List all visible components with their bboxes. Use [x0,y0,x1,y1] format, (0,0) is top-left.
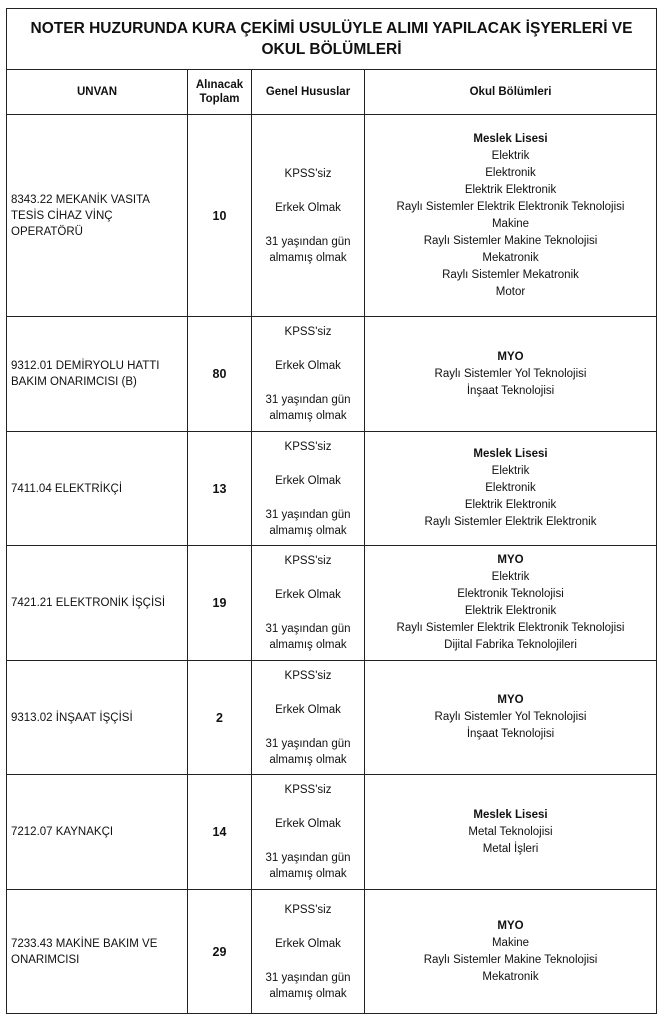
genel-age-line2: almamış olmak [269,868,347,880]
toplam-cell: 10 [188,115,252,317]
toplam-cell: 80 [188,317,252,432]
genel-kpss: KPSS'siz [284,440,332,453]
genel-age-line2: almamış olmak [269,639,347,651]
toplam-cell: 13 [188,432,252,546]
genel-gender: Erkek Olmak [275,360,341,372]
unvan-line: 7212.07 KAYNAKÇI [11,826,114,838]
spacer [254,918,362,936]
genel-gender: Erkek Olmak [275,201,341,214]
unvan-cell [7,546,188,661]
okul-cell [365,661,657,775]
genel-gender: Erkek Olmak [275,937,341,950]
genel-age-line1: 31 yaşından gün [265,852,351,864]
okul-item: Elektronik [485,166,536,179]
okul-heading: Meslek Lisesi [473,808,548,821]
header-toplam-line2: Toplam [199,93,240,105]
genel-kpss: KPSS'siz [284,326,332,338]
unvan-line: ONARIMCISI [11,953,80,966]
genel-age-line2: almamış olmak [269,251,347,264]
genel-age-line2: almamış olmak [269,987,347,1000]
genel-age-line2: almamış olmak [269,410,347,422]
okul-item: Metal İşleri [482,842,539,855]
okul-item: Raylı Sistemler Mekatronik [442,268,579,281]
okul-item: Elektronik Teknolojisi [457,588,564,600]
table-row [7,775,657,890]
genel-age-line1: 31 yaşından gün [265,235,351,248]
okul-cell [365,890,657,1014]
genel-gender: Erkek Olmak [275,818,341,830]
spacer [254,684,362,702]
unvan-cell [7,432,188,546]
okul-heading: Meslek Lisesi [473,448,548,460]
unvan-cell [7,115,188,317]
header-row [7,70,657,115]
unvan-line: 9313.02 İNŞAAT İŞÇİSİ [11,711,133,724]
unvan-line: 9312.01 DEMİRYOLU HATTI [11,360,160,372]
okul-item: Raylı Sistemler Elektrik Elektronik Teknolojisi [396,622,625,634]
okul-heading: Meslek Lisesi [473,132,548,145]
table-body [7,115,657,1014]
okul-cell [365,317,657,432]
okul-heading: MYO [497,350,524,363]
okul-item: Dijital Fabrika Teknolojileri [444,639,577,651]
okul-item: Mekatronik [482,251,539,264]
spacer [254,489,362,507]
okul-heading: MYO [497,919,524,932]
table-row [7,546,657,661]
genel-cell [252,115,365,317]
spacer [254,569,362,587]
spacer [254,952,362,970]
okul-item: Motor [495,285,526,298]
unvan-line: TESİS CİHAZ VİNÇ OPERATÖRÜ [11,209,113,238]
header-okul: Okul Bölümleri [365,70,657,115]
okul-item: Elektrik [491,571,530,583]
okul-cell [365,115,657,317]
genel-cell [252,775,365,890]
genel-kpss: KPSS'siz [284,784,332,796]
unvan-cell [7,890,188,1014]
spacer [254,455,362,473]
header-unvan: UNVAN [7,70,188,115]
toplam-cell: 29 [188,890,252,1014]
okul-item: Elektrik Elektronik [464,499,557,511]
unvan-line: 8343.22 MEKANİK VASITA [11,193,150,206]
okul-item: Makine [491,936,530,949]
header-toplam-line1: Alınacak [195,79,244,91]
toplam-cell: 14 [188,775,252,890]
okul-item: İnşaat Teknolojisi [466,384,555,397]
unvan-line: 7421.21 ELEKTRONİK İŞÇİSİ [11,597,166,609]
genel-age-line1: 31 yaşından gün [265,394,351,406]
genel-kpss: KPSS'siz [284,555,332,567]
unvan-line: 7233.43 MAKİNE BAKIM VE [11,937,158,950]
okul-item: Metal Teknolojisi [468,825,553,838]
genel-cell [252,890,365,1014]
okul-item: Elektrik [491,465,530,477]
okul-item: Raylı Sistemler Elektrik Elektronik [424,516,597,528]
genel-age-line1: 31 yaşından gün [265,737,351,750]
okul-item: İnşaat Teknolojisi [466,728,555,740]
genel-gender: Erkek Olmak [275,703,341,716]
table-row [7,115,657,317]
table-row [7,661,657,775]
spacer [254,182,362,200]
okul-item: Elektrik Elektronik [464,605,557,617]
unvan-line: BAKIM ONARIMCISI (B) [11,376,137,388]
genel-gender: Erkek Olmak [275,474,341,487]
okul-item: Elektrik Elektronik [464,183,557,196]
table-row [7,432,657,546]
spacer [254,374,362,392]
table-row [7,317,657,432]
genel-cell [252,317,365,432]
genel-cell [252,432,365,546]
okul-item: Raylı Sistemler Makine Teknolojisi [423,953,598,966]
genel-kpss: KPSS'siz [284,903,332,916]
document-page [6,8,656,1014]
unvan-line: 7411.04 ELEKTRİKÇİ [11,482,123,495]
genel-age-line1: 31 yaşından gün [265,623,351,635]
okul-heading: MYO [497,554,524,566]
spacer [254,603,362,621]
genel-kpss: KPSS'siz [284,167,332,180]
genel-age-line2: almamış olmak [269,753,347,766]
unvan-cell [7,775,188,890]
okul-item: Raylı Sistemler Yol Teknolojisi [434,367,587,380]
header-genel: Genel Hususlar [252,70,365,115]
okul-item: Elektronik [485,482,536,494]
genel-age-line2: almamış olmak [269,524,347,537]
toplam-cell: 2 [188,661,252,775]
genel-kpss: KPSS'siz [284,669,332,682]
genel-gender: Erkek Olmak [275,589,341,601]
unvan-cell [7,661,188,775]
okul-cell [365,775,657,890]
okul-heading: MYO [497,694,524,706]
positions-table [6,8,657,1014]
toplam-cell: 19 [188,546,252,661]
table-row [7,890,657,1014]
okul-item: Raylı Sistemler Makine Teknolojisi [423,234,598,247]
okul-item: Raylı Sistemler Yol Teknolojisi [434,711,587,723]
genel-cell [252,661,365,775]
okul-item: Mekatronik [482,970,539,983]
okul-item: Elektrik [491,149,530,162]
spacer [254,340,362,358]
okul-cell [365,432,657,546]
spacer [254,798,362,816]
genel-cell [252,546,365,661]
genel-age-line1: 31 yaşından gün [265,971,351,984]
spacer [254,832,362,850]
spacer [254,216,362,234]
table-title: NOTER HUZURUNDA KURA ÇEKİMİ USULÜYLE ALIMI YAPILACAK İŞYERLERİ VE OKUL BÖLÜMLERİ [7,9,657,70]
okul-item: Makine [491,217,530,230]
okul-item: Raylı Sistemler Elektrik Elektronik Teknolojisi [396,200,625,213]
spacer [254,718,362,736]
genel-age-line1: 31 yaşından gün [265,508,351,521]
header-toplam [188,70,252,115]
unvan-cell [7,317,188,432]
okul-cell [365,546,657,661]
